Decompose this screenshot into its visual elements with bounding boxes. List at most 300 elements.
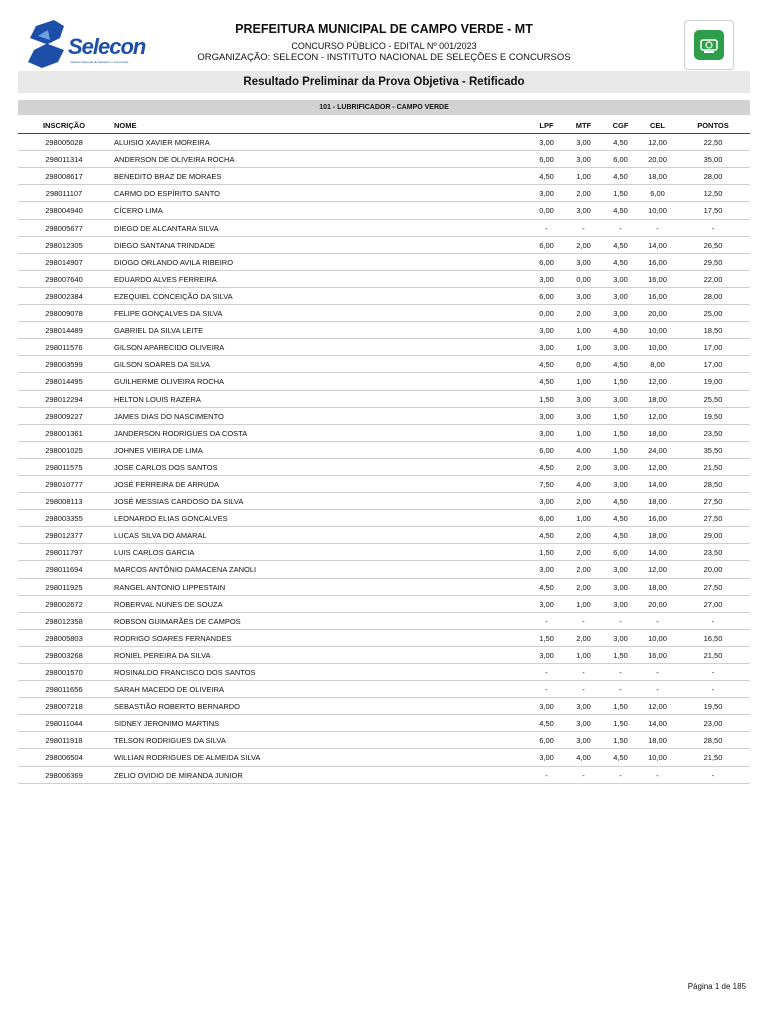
organization-line: ORGANIZAÇÃO: SELECON - INSTITUTO NACIONAL DE SELEÇÕES E CONCURSOS [197, 52, 571, 63]
cell-cel: 14,00 [648, 719, 667, 729]
cell-pontos: 19,50 [703, 411, 723, 421]
cell-inscricao: 298011044 [45, 719, 83, 729]
cell-cel: 14,00 [648, 479, 667, 489]
column-header-pontos: PONTOS [697, 121, 729, 130]
table-row [18, 288, 750, 305]
table-row [18, 339, 750, 356]
cell-mtf: - [582, 616, 585, 626]
column-header-cel: CEL [650, 121, 665, 130]
cell-pontos: 25,50 [703, 394, 723, 404]
cell-lpf: - [545, 223, 548, 233]
table-row [18, 391, 750, 408]
cell-pontos: 29,50 [703, 257, 723, 267]
cell-mtf: 2,00 [576, 565, 591, 575]
cell-cgf: 4,50 [613, 240, 628, 250]
cell-mtf: 2,00 [576, 189, 591, 199]
cell-nome: SARAH MACEDO DE OLIVEIRA [114, 685, 225, 695]
column-header-nome: NOME [114, 121, 137, 130]
cell-inscricao: 298011694 [45, 565, 83, 575]
cell-nome: CARMO DO ESPÍRITO SANTO [114, 189, 220, 199]
cell-pontos: - [711, 668, 715, 677]
cell-cgf: - [619, 685, 622, 695]
cell-inscricao: 298003268 [45, 650, 83, 660]
cell-cgf: - [619, 668, 622, 677]
cell-nome: ROBSON GUIMARÃES DE CAMPOS [114, 616, 241, 626]
cell-cel: 14,00 [648, 548, 667, 558]
result-banner: Resultado Preliminar da Prova Objetiva - Retificado [18, 71, 750, 93]
cell-nome: GUILHERME OLIVEIRA ROCHA [114, 377, 225, 387]
cell-cgf: 3,00 [613, 599, 628, 609]
table-row [18, 630, 750, 647]
cell-lpf: 6,00 [539, 736, 554, 746]
cell-inscricao: 298010777 [45, 479, 83, 489]
cell-cgf: 4,50 [613, 206, 628, 216]
cell-pontos: 25,00 [703, 309, 723, 319]
cell-cgf: - [619, 223, 622, 233]
cell-cgf: 3,00 [613, 394, 628, 404]
cell-inscricao: 298007640 [45, 274, 83, 284]
cell-nome: ZELIO OVIDIO DE MIRANDA JUNIOR [114, 770, 243, 780]
cell-cgf: - [619, 616, 622, 626]
cell-cgf: 1,50 [613, 428, 628, 438]
cell-inscricao: 298008617 [45, 172, 83, 182]
cell-cel: 10,00 [648, 343, 667, 353]
cell-cel: 20,00 [648, 599, 667, 609]
cell-pontos: 29,00 [703, 531, 723, 541]
cell-lpf: 4,50 [539, 462, 554, 472]
cell-pontos: - [711, 616, 715, 626]
cell-cgf: 1,50 [613, 650, 628, 660]
cell-inscricao: 298012294 [45, 394, 83, 404]
cell-nome: JOSÉ FERREIRA DE ARRUDA [114, 479, 220, 489]
table-row [18, 493, 750, 510]
cell-lpf: 3,00 [539, 343, 554, 353]
cell-cel: 16,00 [648, 257, 667, 267]
cell-lpf: 6,00 [539, 445, 554, 455]
cell-mtf: 1,00 [576, 172, 591, 182]
cell-lpf: 6,00 [539, 514, 554, 524]
cell-nome: GABRIEL DA SILVA LEITE [114, 326, 204, 336]
column-header-mtf: MTF [575, 121, 592, 130]
cell-cel: 8,00 [650, 360, 665, 370]
table-row [18, 220, 750, 237]
cell-cel: - [656, 685, 659, 695]
cell-lpf: - [545, 770, 548, 780]
column-header-cgf: CGF [612, 121, 629, 130]
cell-lpf: 6,00 [539, 257, 554, 267]
cell-inscricao: 298011925 [45, 582, 83, 592]
cell-pontos: 35,00 [703, 155, 723, 165]
cell-cel: - [656, 770, 659, 780]
cell-pontos: 17,00 [703, 343, 723, 353]
cell-lpf: 4,50 [539, 582, 554, 592]
cell-cel: 10,00 [648, 206, 667, 216]
cell-cgf: 6,00 [613, 155, 628, 165]
cell-mtf: 2,00 [576, 240, 591, 250]
cell-pontos: 17,50 [703, 206, 723, 216]
cell-pontos: 22,50 [703, 138, 723, 148]
cell-lpf: 1,50 [539, 548, 554, 558]
cell-lpf: 4,50 [539, 377, 554, 387]
table-row [18, 510, 750, 527]
cell-cel: 18,00 [648, 497, 667, 507]
cell-cgf: 1,50 [613, 411, 628, 421]
cell-mtf: 3,00 [576, 138, 591, 148]
cell-nome: DIOGO ORLANDO AVILA RIBEIRO [114, 257, 234, 267]
cell-mtf: 4,00 [576, 479, 591, 489]
cell-cel: 12,00 [648, 138, 667, 148]
cell-inscricao: 298011576 [45, 343, 83, 353]
cell-mtf: 2,00 [576, 548, 591, 558]
cell-lpf: 6,00 [539, 240, 554, 250]
cell-cgf: 4,50 [613, 514, 628, 524]
cell-inscricao: 298005677 [45, 223, 83, 233]
logo-subtext: Instituto Nacional de Seleções e Concursos [70, 60, 129, 64]
cell-pontos: - [711, 223, 715, 233]
table-row [18, 561, 750, 578]
cell-inscricao: 298001025 [45, 445, 83, 455]
cell-nome: EZEQUIEL CONCEIÇÃO DA SILVA [114, 291, 233, 301]
cell-nome: TELSON RODRIGUES DA SILVA [114, 736, 226, 746]
cell-cel: 10,00 [648, 633, 667, 643]
cell-mtf: - [582, 223, 585, 233]
table-row [18, 767, 750, 784]
cell-cel: 10,00 [648, 753, 667, 763]
cell-lpf: - [545, 616, 548, 626]
table-row [18, 715, 750, 732]
cell-mtf: - [582, 668, 585, 677]
cell-cgf: 6,00 [613, 548, 628, 558]
cell-lpf: 1,50 [539, 394, 554, 404]
cell-cgf: 3,00 [613, 343, 628, 353]
cell-mtf: 1,00 [576, 599, 591, 609]
cell-cgf: 1,50 [613, 377, 628, 387]
table-row [18, 664, 750, 681]
document-title: PREFEITURA MUNICIPAL DE CAMPO VERDE - MT [235, 22, 533, 36]
cell-cel: 10,00 [648, 326, 667, 336]
cell-inscricao: 298004940 [45, 206, 83, 216]
cell-mtf: 0,00 [576, 274, 591, 284]
table-row [18, 544, 750, 561]
cell-lpf: 6,00 [539, 155, 554, 165]
cell-cel: 16,00 [648, 291, 667, 301]
cell-inscricao: 298006504 [45, 753, 83, 763]
cell-nome: RONIEL PEREIRA DA SILVA [114, 650, 211, 660]
cell-cgf: 4,50 [613, 138, 628, 148]
cell-pontos: 28,50 [703, 479, 723, 489]
table-row [18, 305, 750, 322]
cell-pontos: 16,50 [703, 633, 723, 643]
cell-inscricao: 298003599 [45, 360, 83, 370]
cell-cel: 16,00 [648, 514, 667, 524]
cell-cgf: 1,50 [613, 719, 628, 729]
table-row [18, 271, 750, 288]
cell-cgf: 1,50 [613, 189, 628, 199]
cell-cel: 18,00 [648, 394, 667, 404]
cell-cgf: 3,00 [613, 309, 628, 319]
table-row [18, 613, 750, 630]
cell-cgf: 3,00 [613, 479, 628, 489]
cell-mtf: 2,00 [576, 531, 591, 541]
cell-pontos: 12,50 [703, 189, 723, 199]
cell-pontos: 19,00 [703, 377, 723, 387]
cell-mtf: 2,00 [576, 497, 591, 507]
cell-pontos: 20,00 [703, 565, 723, 575]
cell-cel: 18,00 [648, 531, 667, 541]
cell-inscricao: 298011575 [45, 462, 83, 472]
table-row [18, 681, 750, 698]
cell-cgf: 4,50 [613, 497, 628, 507]
table-row [18, 134, 750, 151]
cell-mtf: 3,00 [576, 291, 591, 301]
cell-cel: 12,00 [648, 702, 667, 712]
cell-inscricao: 298011797 [45, 548, 83, 558]
cell-nome: ALUISIO XAVIER MOREIRA [114, 138, 210, 148]
table-row [18, 647, 750, 664]
cell-cel: - [656, 616, 659, 626]
cell-inscricao: 298011656 [45, 685, 83, 695]
cell-cel: 20,00 [648, 155, 667, 165]
cell-mtf: 3,00 [576, 736, 591, 746]
table-row [18, 185, 750, 202]
cell-nome: ANDERSON DE OLIVEIRA ROCHA [114, 155, 235, 165]
cell-pontos: 27,50 [703, 582, 723, 592]
cell-mtf: 1,00 [576, 377, 591, 387]
cell-pontos: 17,00 [703, 360, 723, 370]
table-row [18, 442, 750, 459]
cell-pontos: 28,50 [703, 736, 723, 746]
table-row [18, 425, 750, 442]
cell-nome: BENEDITO BRAZ DE MORAES [114, 172, 222, 182]
cell-lpf: 3,00 [539, 599, 554, 609]
cell-inscricao: 298002672 [45, 599, 83, 609]
section-title: 101 - LUBRIFICADOR - CAMPO VERDE [18, 100, 750, 115]
cell-mtf: 2,00 [576, 582, 591, 592]
cell-inscricao: 298012377 [45, 531, 83, 541]
cell-cgf: 1,50 [613, 736, 628, 746]
cell-nome: ROBERVAL NUNES DE SOUZA [114, 599, 223, 609]
cell-inscricao: 298012305 [45, 240, 83, 250]
cell-cgf: 4,50 [613, 531, 628, 541]
cell-inscricao: 298002384 [45, 291, 83, 301]
table-row [18, 749, 750, 766]
cell-cgf: - [619, 770, 622, 780]
cell-cel: - [656, 668, 659, 677]
cell-mtf: 3,00 [576, 394, 591, 404]
cell-mtf: 3,00 [576, 411, 591, 421]
column-header-lpf: LPF [539, 121, 554, 130]
cell-mtf: 2,00 [576, 309, 591, 319]
cell-pontos: 23,50 [703, 548, 723, 558]
table-row [18, 579, 750, 596]
cell-pontos: 23,50 [703, 428, 723, 438]
cell-nome: SIDNEY JERONIMO MARTINS [114, 719, 220, 729]
cell-mtf: 1,00 [576, 343, 591, 353]
cell-cgf: 1,50 [613, 702, 628, 712]
cell-cel: 18,00 [648, 428, 667, 438]
cell-inscricao: 298005028 [45, 138, 83, 148]
cell-inscricao: 298007218 [45, 702, 83, 712]
cell-lpf: 4,50 [539, 531, 554, 541]
cell-nome: SEBASTIÃO ROBERTO BERNARDO [114, 702, 241, 712]
cell-cel: 16,00 [648, 274, 667, 284]
cell-mtf: 0,00 [576, 360, 591, 370]
cell-pontos: 22,00 [703, 274, 723, 284]
cell-cgf: 1,50 [613, 445, 628, 455]
cell-inscricao: 298001570 [45, 668, 83, 677]
cell-lpf: 3,00 [539, 753, 554, 763]
document-subtitle: CONCURSO PÚBLICO - EDITAL Nº 001/2023 [291, 41, 477, 51]
cell-lpf: 3,00 [539, 428, 554, 438]
cell-mtf: 2,00 [576, 462, 591, 472]
cell-lpf: 0,00 [539, 206, 554, 216]
cell-mtf: - [582, 770, 585, 780]
cell-cgf: 4,50 [613, 257, 628, 267]
cell-lpf: 3,00 [539, 702, 554, 712]
table-row [18, 322, 750, 339]
cell-lpf: 7,50 [539, 479, 554, 489]
cell-inscricao: 298012358 [45, 616, 83, 626]
cell-lpf: 3,00 [539, 326, 554, 336]
cell-nome: JOSE CARLOS DOS SANTOS [114, 462, 218, 472]
cell-nome: RODRIGO SOARES FERNANDES [114, 633, 232, 643]
cell-cgf: 3,00 [613, 274, 628, 284]
cell-mtf: 4,00 [576, 753, 591, 763]
cell-nome: GILSON SOARES DA SILVA [114, 360, 211, 370]
cell-pontos: - [711, 770, 715, 780]
cell-nome: JANDERSON RODRIGUES DA COSTA [114, 428, 248, 438]
cell-mtf: 4,00 [576, 445, 591, 455]
cell-mtf: 1,00 [576, 428, 591, 438]
cell-cgf: 4,50 [613, 360, 628, 370]
cell-cgf: 4,50 [613, 172, 628, 182]
document-header [150, 22, 618, 64]
cell-mtf: 2,00 [576, 633, 591, 643]
cell-mtf: 1,00 [576, 514, 591, 524]
cell-mtf: 3,00 [576, 257, 591, 267]
cell-cel: 24,00 [648, 445, 667, 455]
table-row [18, 596, 750, 613]
cell-nome: JOHNES VIEIRA DE LIMA [114, 445, 203, 455]
cell-cel: - [656, 223, 659, 233]
cell-inscricao: 298009078 [45, 309, 83, 319]
cell-cel: 12,00 [648, 377, 667, 387]
cell-cel: 20,00 [648, 309, 667, 319]
cell-inscricao: 298014907 [45, 257, 83, 267]
cell-cel: 14,00 [648, 240, 667, 250]
cell-pontos: 35,50 [703, 445, 723, 455]
cell-inscricao: 298005803 [45, 633, 83, 643]
cell-nome: ROSINALDO FRANCISCO DOS SANTOS [114, 668, 256, 677]
cell-nome: MARCOS ANTÔNIO DAMACENA ZANOLI [114, 565, 257, 575]
cell-nome: EDUARDO ALVES FERREIRA [114, 274, 217, 284]
cell-lpf: 3,00 [539, 565, 554, 575]
cell-mtf: 3,00 [576, 702, 591, 712]
cell-inscricao: 298014495 [45, 377, 83, 387]
table-row [18, 237, 750, 254]
results-table [18, 117, 750, 784]
cell-nome: HELTON LOUIS RAZERA [114, 394, 201, 404]
cell-mtf: 3,00 [576, 719, 591, 729]
column-header-inscricao: INSCRIÇÃO [42, 121, 86, 130]
cell-pontos: 28,00 [703, 172, 723, 182]
municipal-seal [684, 20, 734, 70]
cell-inscricao: 298011107 [45, 189, 83, 199]
cell-pontos: 21,50 [703, 753, 723, 763]
cell-inscricao: 298011918 [45, 736, 83, 746]
cell-pontos: 27,50 [703, 514, 723, 524]
cell-nome: DIEGO SANTANA TRINDADE [114, 240, 215, 250]
cell-inscricao: 298014489 [45, 326, 83, 336]
cell-pontos: 21,50 [703, 650, 723, 660]
cell-mtf: 1,00 [576, 650, 591, 660]
cell-lpf: 6,00 [539, 291, 554, 301]
cell-cgf: 3,00 [613, 565, 628, 575]
cell-inscricao: 298009227 [45, 411, 83, 421]
cell-cel: 6,00 [650, 189, 665, 199]
cell-lpf: 0,00 [539, 309, 554, 319]
cell-pontos: 28,00 [703, 291, 723, 301]
table-row [18, 732, 750, 749]
cell-cgf: 3,00 [613, 462, 628, 472]
cell-nome: DIEGO DE ALCANTARA SILVA [114, 223, 219, 233]
cell-inscricao: 298006369 [45, 770, 83, 780]
cell-cgf: 3,00 [613, 582, 628, 592]
cell-inscricao: 298001361 [45, 428, 83, 438]
logo-wordmark: Selecon [68, 34, 146, 59]
cell-lpf: 3,00 [539, 650, 554, 660]
cell-nome: JOSÉ MESSIAS CARDOSO DA SILVA [114, 497, 244, 507]
cell-cgf: 4,50 [613, 753, 628, 763]
cell-cel: 18,00 [648, 582, 667, 592]
cell-lpf: 4,50 [539, 719, 554, 729]
table-row [18, 168, 750, 185]
cell-cel: 16,00 [648, 650, 667, 660]
cell-lpf: - [545, 668, 548, 677]
cell-lpf: 4,50 [539, 360, 554, 370]
table-row [18, 476, 750, 493]
cell-mtf: 1,00 [576, 326, 591, 336]
cell-nome: GILSON APARECIDO OLIVEIRA [114, 343, 225, 353]
cell-lpf: 3,00 [539, 138, 554, 148]
table-row [18, 254, 750, 271]
table-row [18, 459, 750, 476]
cell-pontos: 27,50 [703, 497, 723, 507]
cell-lpf: 1,50 [539, 633, 554, 643]
cell-pontos: - [711, 685, 715, 695]
cell-nome: RANGEL ANTONIO LIPPESTAIN [114, 582, 226, 592]
cell-pontos: 21,50 [703, 462, 723, 472]
cell-nome: LEONARDO ELIAS GONCALVES [114, 514, 228, 524]
cell-inscricao: 298003355 [45, 514, 83, 524]
cell-pontos: 23,00 [703, 719, 723, 729]
cell-inscricao: 298011314 [45, 155, 83, 165]
cell-nome: WILLIAN RODRIGUES DE ALMEIDA SILVA [114, 753, 261, 763]
table-header-row [18, 117, 750, 134]
cell-cgf: 3,00 [613, 291, 628, 301]
cell-lpf: 3,00 [539, 497, 554, 507]
table-row [18, 527, 750, 544]
cell-lpf: 3,00 [539, 189, 554, 199]
cell-cel: 18,00 [648, 172, 667, 182]
cell-cgf: 3,00 [613, 633, 628, 643]
selecon-logo [24, 16, 146, 72]
cell-nome: LUCAS SILVA DO AMARAL [114, 531, 207, 541]
table-row [18, 408, 750, 425]
table-row [18, 373, 750, 390]
cell-nome: CÍCERO LIMA [114, 206, 163, 216]
cell-lpf: - [545, 685, 548, 695]
